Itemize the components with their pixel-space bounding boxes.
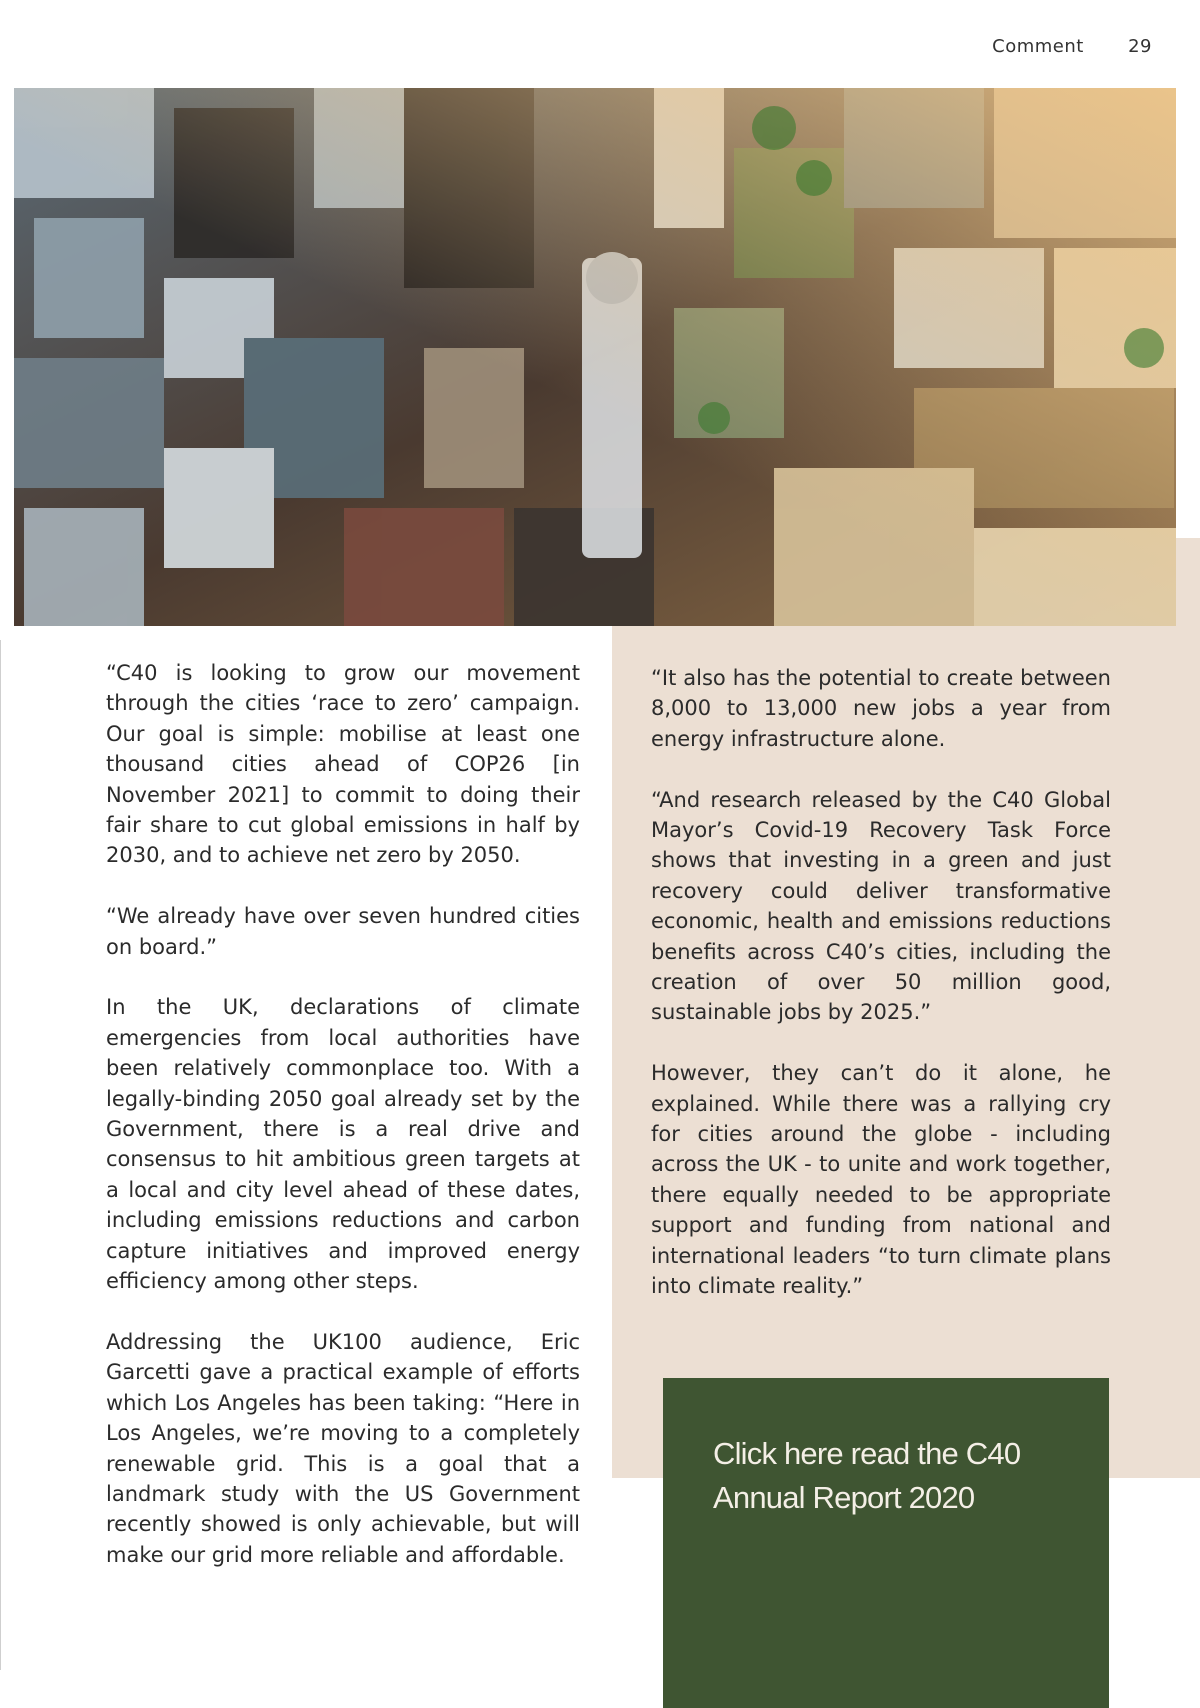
left-margin-rule bbox=[0, 640, 1, 1670]
annual-report-link-label: Click here read the C40 Annual Report 2020 bbox=[713, 1436, 1021, 1515]
hero-image bbox=[14, 88, 1176, 626]
paragraph: Addressing the UK100 audience, Eric Garcetti gave a practical example of efforts which Los Angeles has been taking: “Here in Los Angeles, we’re moving to a completely renewable grid. This is a goal that a landmark study with the US Government recently showed is only achievable, but will make our grid more reliable and affordable. bbox=[106, 1329, 580, 1567]
annual-report-link[interactable] bbox=[663, 1378, 1109, 1708]
page-number: 29 bbox=[1128, 36, 1152, 57]
paragraph: “And research released by the C40 Global Mayor’s Covid-19 Recovery Task Force shows that investing in a green and just recovery could deliver transformative economic, health and emissions reductions benefits across C40’s cities, including the creation of over 50 million good, sustainable jobs by 2025.” bbox=[651, 787, 1111, 1025]
paragraph: “It also has the potential to create between 8,000 to 13,000 new jobs a year from energy infrastructure alone. bbox=[651, 666, 1111, 751]
paragraph: “C40 is looking to grow our movement through the cities ‘race to zero’ campaign. Our goal is simple: mobilise at least one thousand cities ahead of COP26 [in November 2021] to commit to doing their fair share to cut global emissions in half by 2030, and to achieve net zero by 2050. bbox=[106, 661, 580, 868]
page-header bbox=[992, 36, 1152, 57]
paragraph: “We already have over seven hundred cities on board.” bbox=[106, 904, 580, 959]
article-column-left bbox=[106, 658, 580, 1601]
paragraph: However, they can’t do it alone, he explained. While there was a rallying cry for cities around the globe - including across the UK - to unite and work together, there equally needed to be appropriate support and funding from national and international leaders “to turn climate plans into climate reality.” bbox=[651, 1061, 1111, 1299]
article-column-right bbox=[651, 663, 1111, 1332]
aerial-city-illustration bbox=[14, 88, 1176, 626]
section-label: Comment bbox=[992, 36, 1084, 57]
paragraph: In the UK, declarations of climate emergencies from local authorities have been relatively commonplace too. With a legally-binding 2050 goal already set by the Government, there is a real drive and consensus to hit ambitious green targets at a local and city level ahead of these dates, including emissions reductions and carbon capture initiatives and improved energy efficiency among other steps. bbox=[106, 995, 580, 1294]
